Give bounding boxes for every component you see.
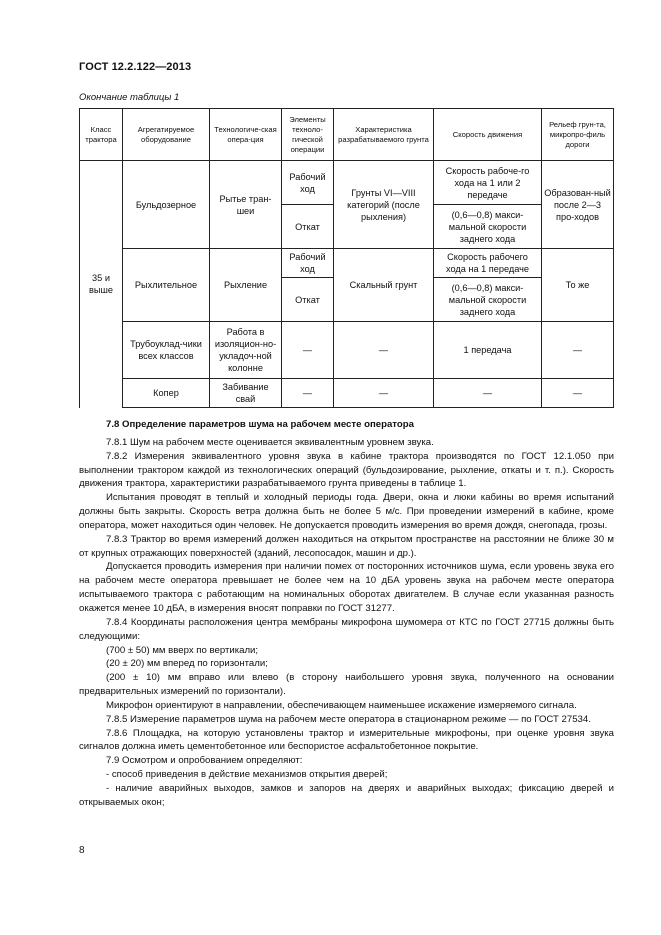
operation-cell: Забивание свай xyxy=(210,379,282,408)
paragraph: 7.8.5 Измерение параметров шума на рабочем месте оператора в стационарном режиме — по ГОСТ 27534. xyxy=(106,713,591,725)
relief-cell: Образован-ный после 2—3 про-ходов xyxy=(542,161,614,249)
table-row xyxy=(80,249,614,278)
document-header: ГОСТ 12.2.122—2013 xyxy=(79,61,192,73)
table-row xyxy=(80,161,614,205)
paragraph: 7.8.1 Шум на рабочем месте оценивается эквивалентным уровнем звука. xyxy=(106,436,434,448)
element-cell: Откат xyxy=(282,278,334,322)
paragraph: 7.8.3 Трактор во время измерений должен находиться на открытом пространстве на расстоянии не ближе 30 м от крупных отражающих поверхностей (зданий, лесопосадок, машин и др.). xyxy=(79,533,614,559)
speed-cell: (0,6—0,8) макси-мальной скорости заднего хода xyxy=(434,205,542,249)
paragraph: (700 ± 50) мм вверх по вертикали; xyxy=(106,644,259,656)
list-item: - способ приведения в действие механизмов открытия дверей; xyxy=(106,769,388,781)
relief-cell: То же xyxy=(542,249,614,322)
operation-cell: Работа в изоляцион-но-укладоч-ной колонне xyxy=(210,322,282,379)
equipment-cell: Копер xyxy=(123,379,210,408)
soil-cell: Грунты VI—VIII категорий (после рыхления) xyxy=(334,161,434,249)
table-row xyxy=(80,379,614,408)
paragraph: Микрофон ориентируют в направлении, обеспечивающем наименьшее искажение измеряемого сигнала. xyxy=(106,699,577,711)
element-cell: — xyxy=(282,379,334,408)
equipment-cell: Рыхлительное xyxy=(123,249,210,322)
table-row xyxy=(80,322,614,379)
operation-cell: Рыхление xyxy=(210,249,282,322)
relief-cell: — xyxy=(542,322,614,379)
paragraph: Допускается проводить измерения при наличии помех от посторонних источников шума, если уровень звука его на рабочем месте оператора превышает не более чем на 10 дБА уровень звука на рабочем месте оператора испытываемого трактора с работающим на номинальных оборотах двигателем. В случае если указанная разность окажется менее 10 дБА, в измерения вносят поправки по ГОСТ 31277. xyxy=(79,561,614,614)
paragraph: 7.8.4 Координаты расположения центра мембраны микрофона шумомера от КТС по ГОСТ 27715 должны быть следующими: xyxy=(79,616,614,642)
table-caption: Окончание таблицы 1 xyxy=(79,92,180,103)
speed-cell: (0,6—0,8) макси-мальной скорости заднего хода xyxy=(434,278,542,322)
header-relief: Рельеф грун-та, микропро-филь дороги xyxy=(542,109,614,161)
header-speed: Скорость движения xyxy=(434,109,542,161)
list-item: - наличие аварийных выходов, замков и запоров на дверях и аварийных выходах; фиксацию дверей и открываемых окон; xyxy=(79,782,614,808)
speed-cell: 1 передача xyxy=(434,322,542,379)
soil-cell: — xyxy=(334,379,434,408)
paragraph: Испытания проводят в теплый и холодный периоды года. Двери, окна и люки кабины во время испытаний должны быть закрыты. Скорость ветра должна быть не более 5 м/с. При проведении измерений в кабине, кроме оператора, может находиться один человек. Не допускается проводить измерения во время дождя, снегопада, грозы. xyxy=(79,492,614,531)
paragraph: (200 ± 10) мм вправо или влево (в сторону наибольшего уровня звука, полученного на основании предварительных измерений по горизонтали). xyxy=(79,672,614,698)
equipment-cell: Бульдозерное xyxy=(123,161,210,249)
speed-cell: Скорость рабоче-го хода на 1 или 2 передаче xyxy=(434,161,542,205)
element-cell: Рабочий ход xyxy=(282,249,334,278)
element-cell: Рабочий ход xyxy=(282,161,334,205)
soil-cell: Скальный грунт xyxy=(334,249,434,322)
relief-cell: — xyxy=(542,379,614,408)
table-header-row xyxy=(80,109,614,161)
header-tractor-class: Класс трактора xyxy=(80,109,123,161)
header-equipment: Агрегатируемое оборудование xyxy=(123,109,210,161)
class-cell: 35 и выше xyxy=(80,161,123,408)
tractor-operations-table xyxy=(79,108,614,408)
section-heading: 7.8 Определение параметров шума на рабочем месте оператора xyxy=(106,419,414,430)
header-operation: Технологиче-ская опера-ция xyxy=(210,109,282,161)
operation-cell: Рытье тран-шеи xyxy=(210,161,282,249)
element-cell: Откат xyxy=(282,205,334,249)
paragraph: 7.8.6 Площадка, на которую установлены трактор и измерительные микрофоны, при оценке уровня звука сигналов должна иметь цементобетонное или беспористое асфальтобетонное покрытие. xyxy=(79,727,614,753)
equipment-cell: Трубоуклад-чики всех классов xyxy=(123,322,210,379)
element-cell: — xyxy=(282,322,334,379)
speed-cell: — xyxy=(434,379,542,408)
header-soil: Характеристика разрабатываемого грунта xyxy=(334,109,434,161)
speed-cell: Скорость рабочего хода на 1 передаче xyxy=(434,249,542,278)
header-operation-elements: Элементы техноло-гической операции xyxy=(282,109,334,161)
paragraph: (20 ± 20) мм вперед по горизонтали; xyxy=(106,658,268,670)
page-number: 8 xyxy=(79,845,85,856)
paragraph: 7.8.2 Измерения эквивалентного уровня звука в кабине трактора производятся по ГОСТ 12.1.050 при выполнении трактором каждой из технологических операций (бульдозирование, рыхление, откаты и т. п.). Скорость движения трактора, характеристики разрабатываемого грунта приведены в таблице 1. xyxy=(79,450,614,490)
document-body xyxy=(79,418,614,810)
soil-cell: — xyxy=(334,322,434,379)
paragraph: 7.9 Осмотром и опробованием определяют: xyxy=(106,755,303,767)
